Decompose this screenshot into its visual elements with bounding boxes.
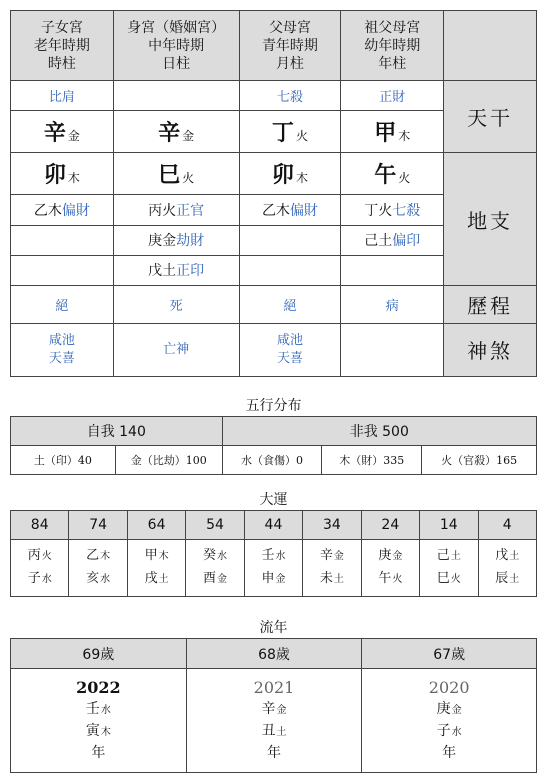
liunian-branch: 寅 — [85, 723, 100, 739]
dayun-stem-element: 金 — [392, 551, 403, 562]
liunian-stem: 辛 — [261, 701, 276, 717]
liunian-detail — [11, 669, 187, 773]
liunian-year: 2020 — [428, 678, 470, 697]
heavenly-stem — [341, 111, 444, 153]
dayun-age: 74 — [69, 511, 127, 540]
shensha-cell — [113, 323, 239, 376]
dayun-stem-element: 土 — [450, 551, 461, 562]
stem-element: 金 — [67, 129, 80, 144]
hidden-stem-text: 乙木 — [33, 203, 62, 220]
heavenly-stem — [113, 111, 239, 153]
shensha-item: 亡神 — [163, 341, 190, 357]
liunian-detail-row — [11, 669, 537, 773]
liunian-table — [10, 638, 537, 773]
dayun-stem: 庚 — [378, 548, 392, 563]
hidden-stem-text: 戊土 — [148, 263, 177, 280]
side-label-licheng: 歷程 — [444, 285, 537, 323]
dayun-branch-element: 火 — [392, 574, 403, 585]
stem-god: 比肩 — [11, 81, 114, 111]
shensha-row — [11, 323, 537, 376]
stem-char: 辛 — [158, 120, 181, 147]
header-line: 年柱 — [378, 55, 407, 72]
heavenly-stem — [239, 111, 341, 153]
dayun-branch: 辰 — [495, 571, 509, 586]
life-stage: 絕 — [11, 285, 114, 323]
wuxing-header-row — [11, 417, 537, 446]
life-stage: 死 — [113, 285, 239, 323]
dayun-branch-element: 土 — [509, 574, 520, 585]
stem-god — [113, 81, 239, 111]
stem-god: 正財 — [341, 81, 444, 111]
dayun-branch: 巳 — [436, 571, 450, 586]
dayun-branch: 戌 — [144, 571, 158, 586]
hidden-stem — [239, 225, 341, 255]
earthly-branch — [113, 153, 239, 195]
liunian-suffix: 年 — [442, 745, 457, 761]
hidden-stem-god: 偏印 — [392, 233, 421, 250]
branch-element: 火 — [398, 171, 411, 186]
dayun-age: 84 — [11, 511, 69, 540]
liunian-stem: 庚 — [436, 701, 451, 717]
dayun-branch-element: 水 — [41, 574, 52, 585]
life-stage: 病 — [341, 285, 444, 323]
liunian-detail — [186, 669, 362, 773]
dayun-branch-element: 火 — [450, 574, 461, 585]
hidden-stem — [113, 225, 239, 255]
branch-element: 火 — [182, 171, 195, 186]
dayun-stem: 乙 — [86, 548, 100, 563]
dayun-stem: 癸 — [203, 548, 217, 563]
hidden-stem-god: 偏財 — [61, 203, 90, 220]
dayun-age: 14 — [420, 511, 478, 540]
liunian-detail — [362, 669, 537, 773]
earthly-branch — [341, 153, 444, 195]
dayun-age: 34 — [303, 511, 361, 540]
hidden-stem-text: 庚金 — [148, 233, 177, 250]
shensha-cell — [11, 323, 114, 376]
earthly-branch — [11, 153, 114, 195]
liunian-title: 流年 — [259, 620, 288, 636]
liunian-branch-element: 水 — [451, 727, 462, 738]
header-line: 幼年時期 — [364, 37, 421, 54]
header-line: 中年時期 — [148, 37, 205, 54]
header-line: 子女宮 — [40, 19, 83, 36]
wuxing-other-total: 非我 500 — [222, 417, 536, 446]
dayun-stem: 壬 — [261, 548, 275, 563]
dayun-branch-element: 金 — [217, 574, 228, 585]
wuxing-earth: 土（印）40 — [11, 446, 116, 475]
hidden-stem — [341, 195, 444, 225]
dayun-branch: 申 — [261, 571, 275, 586]
heavenly-stem — [11, 111, 114, 153]
side-label-dizhi: 地支 — [444, 153, 537, 285]
stem-char: 甲 — [374, 120, 397, 147]
dayun-age: 44 — [244, 511, 302, 540]
dayun-age: 54 — [186, 511, 244, 540]
wuxing-values-row — [11, 446, 537, 475]
hidden-stem-text: 己土 — [364, 233, 393, 250]
dayun-stem: 甲 — [144, 548, 158, 563]
liunian-suffix: 年 — [91, 745, 106, 761]
wuxing-water: 水（食傷）0 — [222, 446, 322, 475]
hidden-stem-god: 七殺 — [392, 203, 421, 220]
dayun-stem-element: 木 — [158, 551, 169, 562]
dayun-pillar — [303, 540, 361, 597]
hidden-stem-text: 乙木 — [261, 203, 290, 220]
header-hour-pillar — [11, 11, 114, 81]
liunian-age: 69歲 — [11, 639, 187, 669]
dayun-stem-element: 木 — [100, 551, 111, 562]
dayun-branch-element: 土 — [333, 574, 344, 585]
earthly-branch — [239, 153, 341, 195]
branch-element: 木 — [295, 171, 308, 186]
dayun-pillar-row — [11, 540, 537, 597]
dayun-pillar — [127, 540, 185, 597]
shensha-item: 天喜 — [48, 350, 75, 366]
side-label-shensha: 神煞 — [444, 323, 537, 376]
stem-char: 丁 — [271, 120, 294, 147]
liunian-stem-element: 金 — [451, 705, 462, 716]
shensha-item: 咸池 — [48, 332, 75, 348]
dayun-stem: 丙 — [27, 548, 41, 563]
header-line: 青年時期 — [261, 37, 318, 54]
header-line: 時柱 — [47, 55, 76, 72]
dayun-age-row — [11, 511, 537, 540]
liunian-stem-element: 水 — [100, 705, 111, 716]
hidden-stem — [341, 225, 444, 255]
dayun-age: 64 — [127, 511, 185, 540]
bazi-pillar-table — [10, 10, 537, 377]
shensha-item: 天喜 — [276, 350, 303, 366]
dayun-age: 24 — [361, 511, 419, 540]
branch-row — [11, 153, 537, 195]
hidden-stem-text: 丁火 — [364, 203, 393, 220]
hidden-stem-god: 正印 — [176, 263, 205, 280]
dayun-pillar — [11, 540, 69, 597]
hidden-stem — [11, 255, 114, 285]
header-line: 月柱 — [275, 55, 304, 72]
branch-char: 卯 — [43, 162, 66, 189]
stem-element: 木 — [398, 129, 411, 144]
liunian-age: 67歲 — [362, 639, 537, 669]
dayun-branch: 子 — [27, 571, 41, 586]
liunian-year: 2021 — [253, 678, 295, 697]
hidden-stem — [341, 255, 444, 285]
dayun-branch: 午 — [378, 571, 392, 586]
dayun-pillar — [361, 540, 419, 597]
stem-char: 辛 — [43, 120, 66, 147]
dayun-pillar — [244, 540, 302, 597]
liunian-age-row — [11, 639, 537, 669]
hidden-stem — [239, 195, 341, 225]
pillar-header-row — [11, 11, 537, 81]
dayun-branch-element: 水 — [100, 574, 111, 585]
branch-element: 木 — [67, 171, 80, 186]
dayun-branch-element: 金 — [275, 574, 286, 585]
liunian-year: 2022 — [76, 678, 121, 697]
hidden-stem — [11, 225, 114, 255]
dayun-age: 4 — [478, 511, 537, 540]
liunian-suffix: 年 — [267, 745, 281, 761]
stem-element: 火 — [295, 129, 308, 144]
hidden-stem-text: 丙火 — [148, 203, 177, 220]
stem-god-row — [11, 81, 537, 111]
header-day-pillar — [113, 11, 239, 81]
dayun-pillar — [186, 540, 244, 597]
header-line: 老年時期 — [33, 37, 90, 54]
branch-char: 午 — [374, 162, 397, 189]
dayun-branch: 亥 — [86, 571, 100, 586]
hidden-stem — [239, 255, 341, 285]
header-month-pillar — [239, 11, 341, 81]
wuxing-title: 五行分布 — [245, 398, 302, 414]
hidden-stem — [113, 195, 239, 225]
branch-char: 卯 — [271, 162, 294, 189]
header-line: 祖父母宮 — [364, 19, 421, 36]
stage-row — [11, 285, 537, 323]
shensha-item: 咸池 — [276, 332, 303, 348]
liunian-branch-element: 木 — [100, 727, 111, 738]
dayun-stem-element: 水 — [275, 551, 286, 562]
wuxing-metal: 金（比劫）100 — [115, 446, 222, 475]
hidden-stem — [113, 255, 239, 285]
liunian-age: 68歲 — [186, 639, 362, 669]
dayun-stem-element: 水 — [217, 551, 228, 562]
life-stage: 絕 — [239, 285, 341, 323]
branch-char: 巳 — [158, 162, 181, 189]
stem-element: 金 — [182, 129, 195, 144]
dayun-branch: 未 — [319, 571, 333, 586]
shensha-cell — [239, 323, 341, 376]
wuxing-self-total: 自我 140 — [11, 417, 223, 446]
dayun-branch-element: 土 — [158, 574, 169, 585]
hidden-stem — [11, 195, 114, 225]
dayun-stem: 己 — [436, 548, 450, 563]
header-line: 父母宮 — [268, 19, 311, 36]
liunian-stem-element: 金 — [276, 705, 287, 716]
dayun-stem: 辛 — [319, 548, 333, 563]
dayun-pillar — [420, 540, 478, 597]
header-line: 日柱 — [162, 55, 191, 72]
wuxing-table — [10, 416, 537, 475]
dayun-stem-element: 土 — [509, 551, 520, 562]
header-line: 身宮（婚姻宮） — [127, 19, 226, 36]
header-corner — [444, 11, 537, 81]
hidden-stem-god: 偏財 — [289, 203, 318, 220]
liunian-branch: 子 — [436, 723, 451, 739]
liunian-branch: 丑 — [261, 723, 276, 739]
hidden-stem-god: 劫財 — [176, 233, 205, 250]
wuxing-wood: 木（財）335 — [322, 446, 422, 475]
dayun-stem-element: 火 — [41, 551, 52, 562]
dayun-stem-element: 金 — [333, 551, 344, 562]
dayun-pillar — [69, 540, 127, 597]
dayun-pillar — [478, 540, 537, 597]
shensha-cell — [341, 323, 444, 376]
side-label-tiangan: 天干 — [444, 81, 537, 153]
dayun-title: 大運 — [259, 492, 288, 508]
dayun-table — [10, 510, 537, 597]
wuxing-fire: 火（官殺）165 — [422, 446, 537, 475]
hidden-stem-god: 正官 — [176, 203, 205, 220]
stem-god: 七殺 — [239, 81, 341, 111]
liunian-stem: 壬 — [85, 701, 100, 717]
dayun-stem: 戊 — [495, 548, 509, 563]
header-year-pillar — [341, 11, 444, 81]
liunian-branch-element: 土 — [276, 727, 287, 738]
dayun-branch: 酉 — [203, 571, 217, 586]
